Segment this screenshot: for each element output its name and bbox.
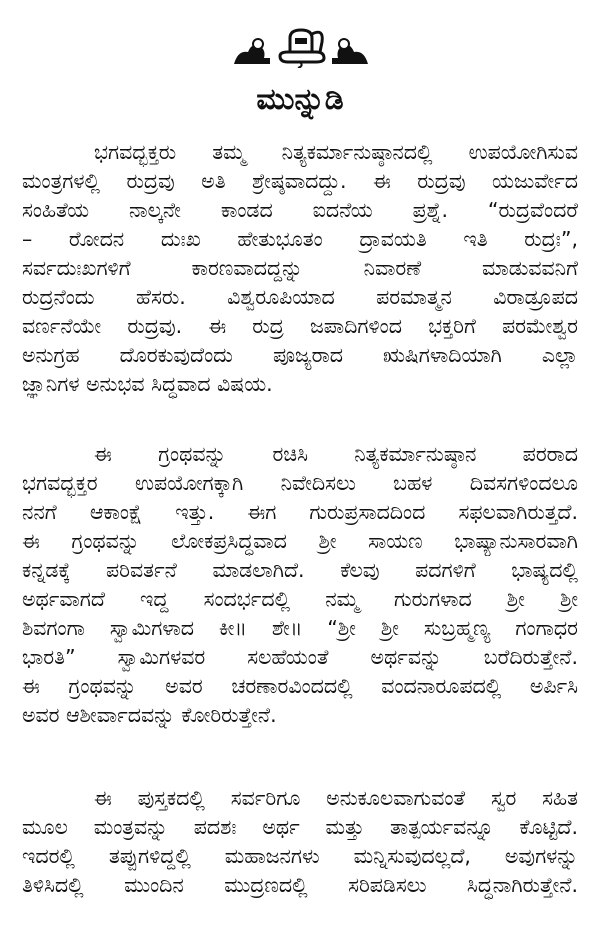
text-line: ಇದರಲ್ಲಿ ತಪ್ಪುಗಳಿದ್ದಲ್ಲಿ ಮಹಾಜನಗಳು ಮನ್ನಿಸುವುದಲ್ಲದೆ, ಅವುಗಳನ್ನು <box>22 844 578 868</box>
text-line: ರುದ್ರನೆಂದು ಹೆಸರು. ವಿಶ್ವರೂಪಿಯಾದ ಪರಮಾತ್ಮನ ವಿರಾಡ್ರೂಪದ <box>22 285 578 309</box>
text-line: ಶಿವಗಂಗಾ ಸ್ವಾಮಿಗಳಾದ ಕೀ॥ ಶೇ॥ “ಶ್ರೀ ಶ್ರೀ ಸುಬ್ರಹ್ಮಣ್ಯ ಗಂಗಾಧರ <box>22 616 578 640</box>
text-line: ತಿಳಿಸಿದಲ್ಲಿ ಮುಂದಿನ ಮುದ್ರಣದಲ್ಲಿ ಸರಿಪಡಿಸಲು ಸಿದ್ಧನಾಗಿರುತ್ತೇನೆ. <box>22 873 578 897</box>
text-line: ಈ ಗ್ರಂಥವನ್ನು ಲೋಕಪ್ರಸಿದ್ಧವಾದ ಶ್ರೀ ಸಾಯಣ ಭಾಷ್ಯಾನುಸಾರವಾಗಿ <box>22 529 578 553</box>
paragraph-3 <box>22 784 578 900</box>
text-line: ವರ್ಣನೆಯೇ ರುದ್ರವು. ಈ ರುದ್ರ ಜಪಾದಿಗಳಿಂದ ಭಕ್ತರಿಗೆ ಪರಮೇಶ್ವರ <box>22 314 578 338</box>
text-line: ಮಂತ್ರಗಳಲ್ಲಿ ರುದ್ರವು ಅತಿ ಶ್ರೇಷ್ಠವಾದದ್ದು. ಈ ರುದ್ರವು ಯಜುರ್ವೇದ <box>22 169 578 193</box>
paragraph-1 <box>22 138 578 399</box>
text-line: ಕನ್ನಡಕ್ಕೆ ಪರಿವರ್ತನೆ ಮಾಡಲಾಗಿದೆ. ಕೆಲವು ಪದಗಳಿಗೆ ಭಾಷ್ಯದಲ್ಲಿ <box>22 558 578 582</box>
text-line: ಅವರ ಆಶೀರ್ವಾದವನ್ನು ಕೋರಿರುತ್ತೇನೆ. <box>22 703 277 727</box>
text-line: ಈ ಗ್ರಂಥವನ್ನು ರಚಿಸಿ ನಿತ್ಯಕರ್ಮಾನುಷ್ಠಾನ ಪರರಾದ <box>94 442 578 466</box>
text-line: ಸಂಹಿತೆಯ ನಾಲ್ಕನೇ ಕಾಂಡದ ಐದನೆಯ ಪ್ರಶ್ನೆ. “ರುದ್ರವೆಂದರೆ <box>22 198 578 222</box>
text-line: ಈ ಪುಸ್ತಕದಲ್ಲಿ ಸರ್ವರಿಗೂ ಅನುಕೂಲವಾಗುವಂತೆ ಸ್ವರ ಸಹಿತ <box>94 786 578 810</box>
text-line: ನನಗೆ ಆಕಾಂಕ್ಷೆ ಇತ್ತು. ಈಗ ಗುರುಪ್ರಸಾದದಿಂದ ಸಫಲವಾಗಿರುತ್ತದೆ. <box>22 500 578 524</box>
text-line: ಭಗವದ್ಭಕ್ತರು ತಮ್ಮ ನಿತ್ಯಕರ್ಮಾನುಷ್ಠಾನದಲ್ಲಿ ಉಪಯೋಗಿಸುವ <box>94 140 578 164</box>
shiva-linga-ornament-icon <box>232 28 370 68</box>
text-line: ಅನುಗ್ರಹ ದೊರಕುವುದೆಂದು ಪೂಜ್ಯರಾದ ಋಷಿಗಳಾದಿಯಾಗಿ ಎಲ್ಲಾ <box>22 343 578 367</box>
text-line: ಭಾರತಿ” ಸ್ವಾಮಿಗಳವರ ಸಲಹೆಯಂತೆ ಅರ್ಥವನ್ನು ಬರೆದಿರುತ್ತೇನೆ. <box>22 645 578 669</box>
text-line: ಭಗವದ್ಭಕ್ತರ ಉಪಯೋಗಕ್ಕಾಗಿ ನಿವೇದಿಸಲು ಬಹಳ ದಿವಸಗಳಿಂದಲೂ <box>22 471 578 495</box>
text-line: ಸರ್ವದುಃಖಗಳಿಗೆ ಕಾರಣವಾದದ್ದನ್ನು ನಿವಾರಣೆ ಮಾಡುವವನಿಗೆ <box>22 256 578 280</box>
text-line: – ರೋದನ ದುಃಖ ಹೇತುಭೂತಂ ದ್ರಾವಯತಿ ಇತಿ ರುದ್ರಃ”, <box>22 227 578 251</box>
text-line: ಮೂಲ ಮಂತ್ರವನ್ನು ಪದಶಃ ಅರ್ಥ ಮತ್ತು ತಾತ್ಪರ್ಯವನ್ನೂ ಕೊಟ್ಟಿದೆ. <box>22 815 578 839</box>
text-line: ಈ ಗ್ರಂಥವನ್ನು ಅವರ ಚರಣಾರವಿಂದದಲ್ಲಿ ವಂದನಾರೂಪದಲ್ಲಿ ಅರ್ಪಿಸಿ <box>22 674 578 698</box>
text-line: ಜ್ಞಾನಿಗಳ ಅನುಭವ ಸಿದ್ಧವಾದ ವಿಷಯ. <box>22 372 273 396</box>
text-line: ಅರ್ಥವಾಗದೆ ಇದ್ದ ಸಂದರ್ಭದಲ್ಲಿ ನಮ್ಮ ಗುರುಗಳಾದ ಶ್ರೀ ಶ್ರೀ <box>22 587 578 611</box>
page-title: ಮುನ್ನುಡಿ <box>256 82 344 117</box>
paragraph-2 <box>22 440 578 730</box>
